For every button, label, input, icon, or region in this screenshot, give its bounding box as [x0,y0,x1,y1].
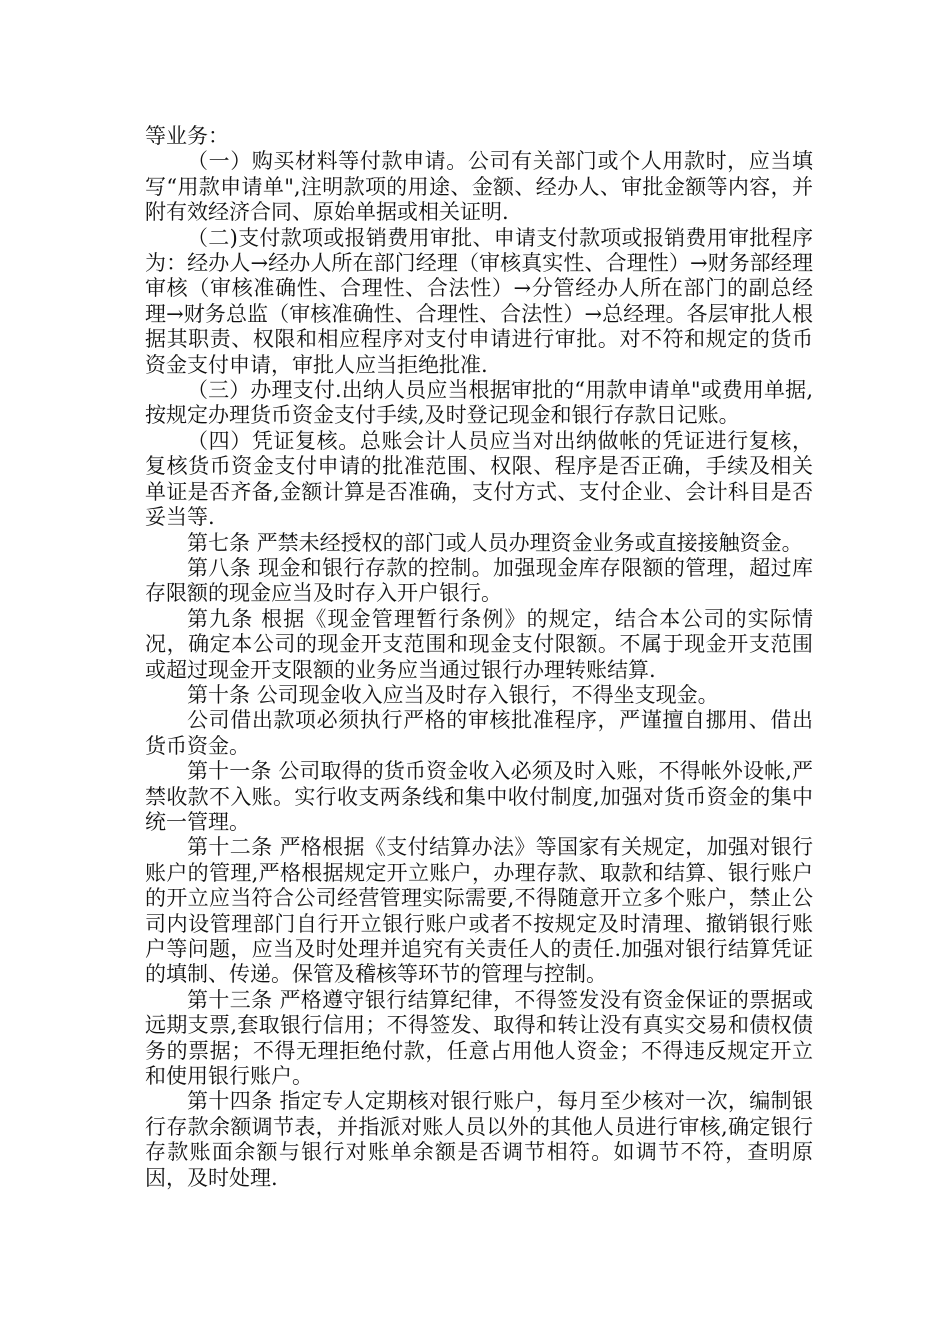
paragraph-handle-payment: （三）办理支付.出纳人员应当根据审批的“用款申请单"或费用单据,按规定办理货币资金支付手续,及时登记现金和银行存款日记账。 [145,378,813,428]
paragraph-continuation: 等业务： [145,124,229,148]
paragraph-approval-procedure: （二)支付款项或报销费用审批、申请支付款项或报销费用审批程序为：经办人→经办人所在部门经理（审核真实性、合理性）→财务部经理审核（审核准确性、合理性、合法性）→分管经办人所在部门的副总经理→财务总监（审核准确性、合理性、合法性）→总经理。各层审批人根据其职责、权限和相应程序对支付申请进行审批。对不符和规定的货币资金支付申请，审批人应当拒绝批准. [145,225,813,377]
paragraph-article-11: 第十一条 公司取得的货币资金收入必须及时入账，不得帐外设帐,严禁收款不入账。实行收支两条线和集中收付制度,加强对货币资金的集中统一管理。 [145,759,813,834]
paragraph-voucher-review: （四）凭证复核。总账会计人员应当对出纳做帐的凭证进行复核，复核货币资金支付申请的批准范围、权限、程序是否正确，手续及相关单证是否齐备,金额计算是否准确，支付方式、支付企业、会计科目是否妥当等. [145,428,813,530]
paragraph-article-7: 第七条 严禁未经授权的部门或人员办理资金业务或直接接触资金。 [187,530,803,555]
document-body [145,124,813,1191]
paragraph-loan-approval: 公司借出款项必须执行严格的审核批准程序，严谨擅自挪用、借出货币资金。 [145,708,813,758]
paragraph-article-12: 第十二条 严格根据《支付结算办法》等国家有关规定，加强对银行账户的管理,严格根据规定开立账户，办理存款、取款和结算、银行账户的开立应当符合公司经营管理实际需要,不得随意开立多个账户，禁止公司内设管理部门自行开立银行账户或者不按规定及时清理、撤销银行账户等问题，应当及时处理并追究有关责任人的责任.加强对银行结算凭证的填制、传递。保管及稽核等环节的管理与控制。 [145,835,813,987]
paragraph-article-9: 第九条 根据《现金管理暂行条例》的规定，结合本公司的实际情况，确定本公司的现金开支范围和现金支付限额。不属于现金开支范围或超过现金开支限额的业务应当通过银行办理转账结算. [145,606,813,682]
paragraph-article-10: 第十条 公司现金收入应当及时存入银行，不得坐支现金。 [187,682,719,707]
paragraph-article-8: 第八条 现金和银行存款的控制。加强现金库存限额的管理，超过库存限额的现金应当及时存入开户银行。 [145,555,813,606]
paragraph-payment-application: （一）购买材料等付款申请。公司有关部门或个人用款时，应当填写“用款申请单",注明款项的用途、金额、经办人、审批金额等内容，并附有效经济合同、原始单据或相关证明. [145,149,813,225]
paragraph-article-13: 第十三条 严格遵守银行结算纪律，不得签发没有资金保证的票据或远期支票,套取银行信用；不得签发、取得和转让没有真实交易和债权债务的票据；不得无理拒绝付款，任意占用他人资金；不得违反规定开立和使用银行账户。 [145,987,813,1089]
paragraph-article-14: 第十四条 指定专人定期核对银行账户，每月至少核对一次，编制银行存款余额调节表，并指派对账人员以外的其他人员进行审核,确定银行存款账面余额与银行对账单余额是否调节相符。如调节不符，查明原因，及时处理. [145,1089,813,1190]
